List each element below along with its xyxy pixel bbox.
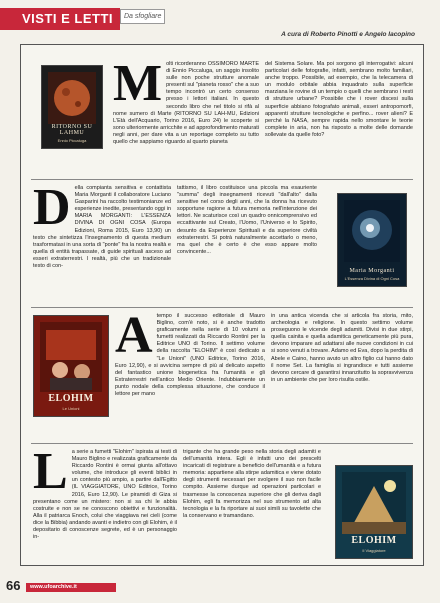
dropcap: M — [113, 61, 163, 112]
section-banner: VISTI E LETTI — [0, 8, 120, 30]
book-cover-morganti — [337, 193, 407, 287]
article-body: tattismo, il libro costituisce una piccola ma esauriente "summa" degli insegnamenti ricevuti "dall'alto" dalla sensitive nel corso degli anni, che la donna ha ricevuto sopportune ragione a futura memoria nell'intenzione dei lettori. Ne scaturisce così un quadro onnicomprensivo ed eccattivante sul Creato, l'Uomo, l'Universo e lo Spirito, desunto da Esperienze Spirituali e da superiore civiltà extraterrestri. Si potrà naturalmente accettarlo o meno, ma quel che è certo è che esso appare molto convincente... — [177, 185, 317, 255]
article-4-col1 — [33, 449, 177, 561]
website-link[interactable]: www.ufoarchive.it — [26, 583, 116, 592]
comic-cover-art — [40, 322, 102, 392]
comic-cover-art — [342, 472, 406, 534]
page-number: 66 — [6, 578, 21, 593]
cover-title: ELOHIM — [351, 535, 397, 546]
cover-author: L'Essenza Divina di Ogni Cosa — [344, 276, 400, 281]
article-2-col2 — [177, 185, 317, 315]
article-body: trigante che ha grande peso nella storia degli adamiti e dell'umanità intera. Egli è infatti uno dei prescelti incaricati di registrare a beneficio dell'umanità e a futura memoria: appartiene alla stirpe adamitica e viene dotato degli strumenti necessari per svolgere il suo non facile compito. Assieme durque ad operazioni particolari e trasmesse la conoscenza superiore che gli deriva dagli Elohim, egli fa memorizza nel suo strumento ad alta tecnologia e la fa riportare ai suoi simili su tavolette che la conservano e tramandano. — [183, 449, 321, 519]
cover-author: Il Viaggiatore — [362, 548, 386, 553]
cover-title: ELOHIM — [48, 393, 94, 404]
article-body: in una antica vicenda che si articola fra storia, mito, archeologia e religione. In questo settimo volume proseguono le vicende degli adamiti. Divisi in due stirpi, quella cainita e quella adamitica geneticamente più pura, devono imparare ad adattarsi alle nuove condizioni in cui si sono venuti a trovare. Adamo ed Eva, dopo la perdita di Abele e Caino, hanno avuto un altro figlio cui hanno dato il nome Set. La famiglia si ingrandisce e tutti assieme devono cercare di garantirsi innanzitutto la sopravvivenza in un ambiente che per loro risulta ostile. — [271, 313, 413, 383]
article-frame — [20, 44, 424, 566]
dropcap: A — [115, 313, 153, 364]
article-body: del Sistema Solare. Ma poi sorgono gli interrogativi: alcuni particolari delle fotografie, infatti, sembrano molto familiari, anche troppo. Possibile, ad esempio, che la telecamera di un modulo orbitale abbia inquadrato sulla superficie marziana le rovine di un tempio o quelli che sembrano i resti di strutture urbane? Possibile che i rover discesi sulla superficie abbiano fotografato animali, esseri antropomorfi, apparenti strutture tecnologiche e perfino... rover alieni? E perché la NASA, sempre rapida nello smontare le teorie complete in aria, non ha risposto a molte delle domande sollevate da quelle foto? — [265, 61, 413, 138]
cover-title: RITORNO SU LAHMU — [51, 124, 93, 136]
nebula-cover-art — [344, 200, 400, 262]
book-cover-elohim-unioni — [33, 315, 109, 417]
section-tab: Da sfogliare — [120, 9, 165, 24]
book-cover-ritorno — [41, 65, 103, 149]
divider — [31, 443, 413, 444]
cover-title: Maria Morganti — [349, 268, 395, 274]
article-body: olti ricorderanno OSSIMORO MARTE di Ennio Piccaluga, un saggio insolito sulle non poche strutture anomale presenti sul "pianeta rosso" che a suo tempo incontrò un certo consenso presso i lettori italiani. In questo secondo libro che nel titolo si rifà al nome sumero di Marte (RITORNO SU LAH-MU, Edizioni L'Età dell'Acquario, Torino 2016, Euro 24) le scoperte si sono ulteriormente arricchite e ad approfondimento maturati negli anni, per dare vita a un reportage completo su tutto quello che sappiamo riguardo al quarto pianeta — [113, 61, 259, 146]
divider — [31, 307, 413, 308]
mars-cover-art — [48, 72, 96, 124]
article-3-col1 — [115, 313, 265, 453]
article-body: ella compianta sensitiva e contattista Maria Morganti il collaboratore Luciano Gasparini ha raccolto testimonianze ed esperienze inedite, presentando oggi in MARIA MORGANTI: L'ESSENZA DIVINA DI OGNI COSA (Europa Edizioni, Roma 2015, Euro 13,90) un testo che sintetizza l'insegnamento di questa medium trasformatasi in una sorta di "ponte" fra la nostra realtà e quella di entità trapassate, di guide spirituali asceso ad esseri extraterrestri. I realtà, più che un tradizionale testo di con- — [33, 185, 171, 270]
article-2-col1 — [33, 185, 171, 315]
divider — [31, 179, 413, 180]
cover-author: Le Unioni — [62, 406, 80, 411]
dropcap: D — [33, 185, 71, 236]
article-4-col2 — [183, 449, 321, 561]
dropcap: L — [33, 449, 68, 500]
article-body: a serie a fumetti "Elohim" ispirata ai testi di Mauro Biglino e realizzata graficamente da Riccardo Rontini è ormai giunta all'ottavo volume, che introduce gli eventi biblici in un contesto più ampio, a partire dall'Egitto (IL VIAGGIATORE, UNO Editrice, Torino 2016, Euro 12,90). Le piramidi di Giza si presentano come un mistero: non si sa chi le abbia costruite e non se ne conoscono obiettivi e funzionalità. Alla il patriarca Enoch, colui che viaggiava nei cieli (come dice la Bibbia) andando avanti e indietro con gli Elohim, è il depositario di conoscenze segrete, ed è un personaggio in- — [33, 449, 177, 541]
credits-line: A cura di Roberto Pinotti e Angelo Iacopino — [281, 31, 415, 38]
page-header — [0, 0, 440, 44]
cover-author: Ennio Piccaluga — [57, 138, 87, 143]
book-cover-elohim-viaggiatore — [335, 465, 413, 559]
article-3-col2 — [271, 313, 413, 453]
article-body: tempo il successo editoriale di Mauro Biglino, com'è noto, si è anche tradotto graficamente nella serie di 10 volumi a fumetti realizzati da Riccardo Rontini per la Editrice UNO di Torino. Il settimo volume della raccolta "ELOHIM" è così dedicato a "Le Unioni" (UNO Editrice, Torino 2016, Euro 12,90), e si avvicina sempre di più al delicato aspetto del fantastico unione biogenetica fra l'umanità e gli Extraterrestri nell'antico Medio Oriente. Indubbiamente un punto nodale della complessa situazione, che conduce il lettore per mano — [115, 313, 265, 398]
